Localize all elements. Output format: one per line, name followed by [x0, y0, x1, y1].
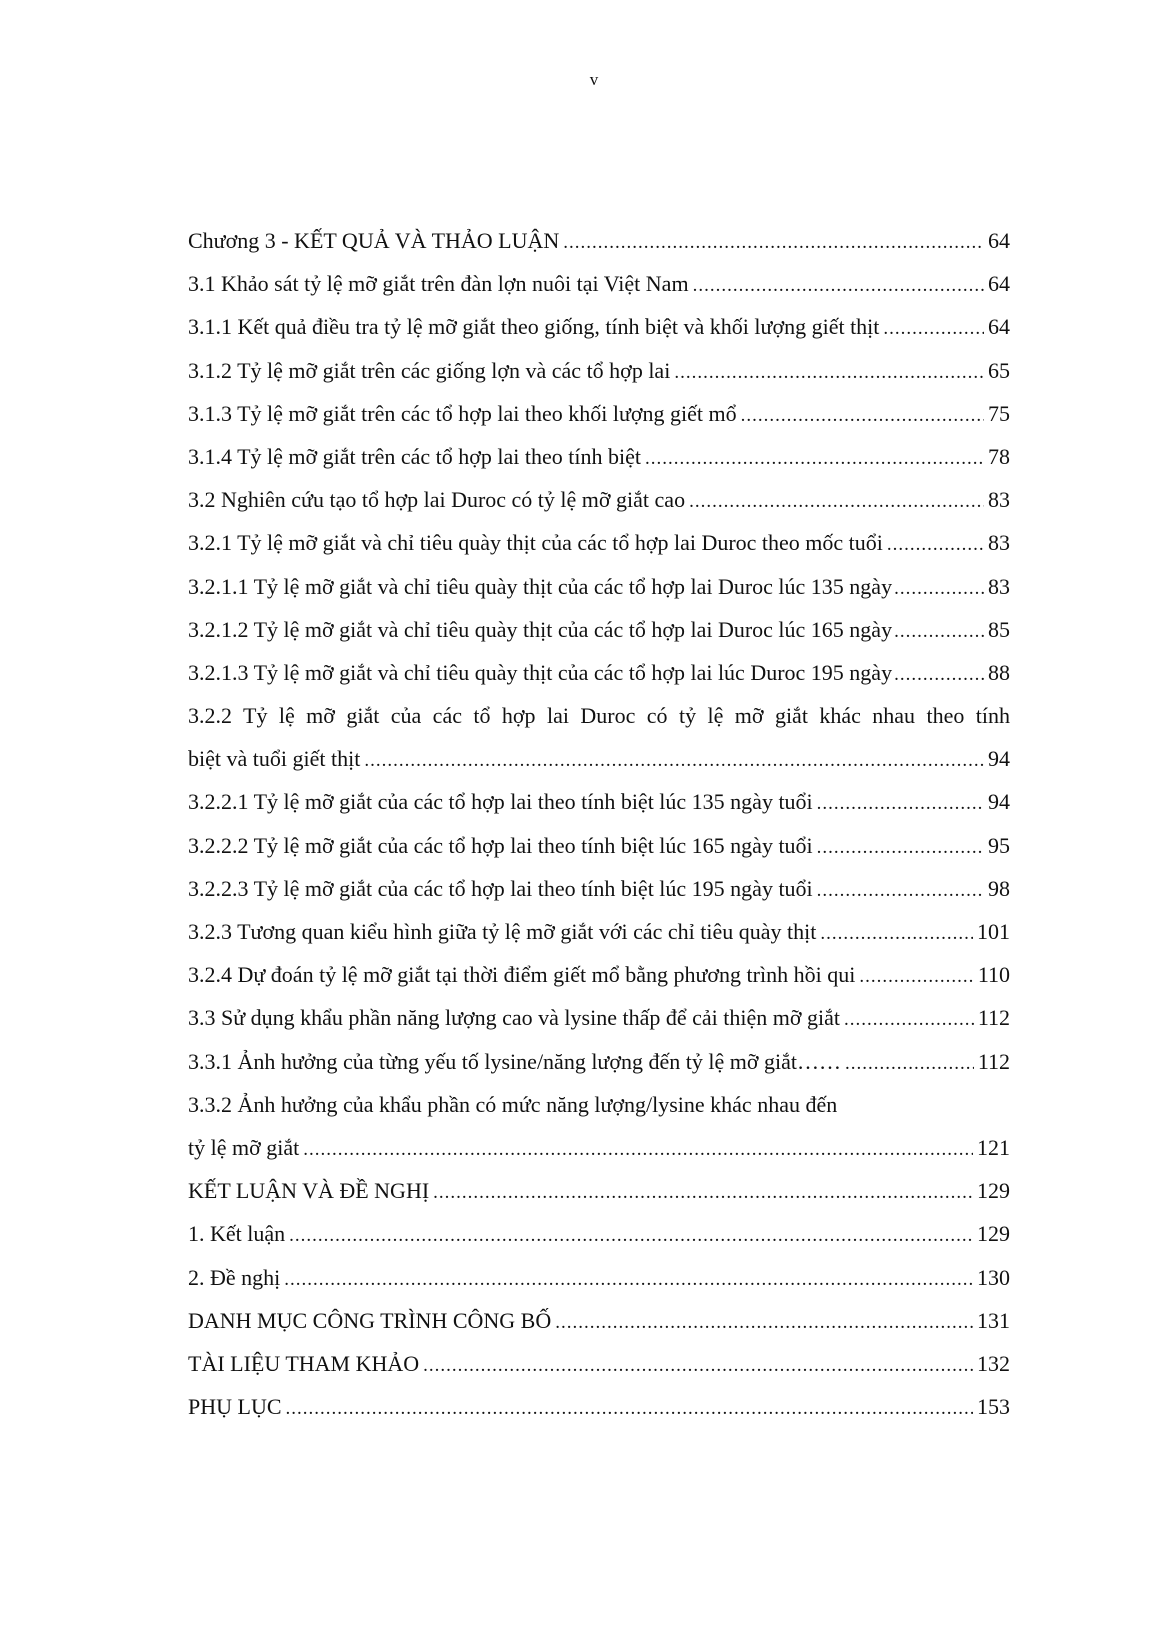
- toc-entry-title: Chương 3 - KẾT QUẢ VÀ THẢO LUẬN: [188, 228, 560, 253]
- toc-entry-continuation[interactable]: [188, 737, 1010, 780]
- toc-leader: [844, 998, 974, 1041]
- toc-leader: [286, 1387, 973, 1430]
- toc-entry[interactable]: [188, 651, 1010, 694]
- toc-leader: [887, 523, 984, 566]
- toc-leader: [845, 1042, 974, 1085]
- toc-entry-title: 3.2.2.2 Tỷ lệ mỡ giắt của các tổ hợp lai theo tính biệt lúc 165 ngày tuổi: [188, 832, 813, 858]
- toc-entry-page: 112: [977, 1005, 1010, 1031]
- toc-leader: [894, 567, 986, 610]
- toc-entry-page: 83: [988, 487, 1010, 513]
- toc-entry-page: 95: [988, 832, 1010, 858]
- toc-entry[interactable]: [188, 435, 1010, 478]
- toc-entry[interactable]: [188, 608, 1010, 651]
- toc-entry-title: 3.1.3 Tỷ lệ mỡ giắt trên các tổ hợp lai theo khối lượng giết mổ: [188, 400, 737, 426]
- toc-entry[interactable]: [188, 521, 1010, 564]
- toc-entry-title: 2. Đề nghị: [188, 1264, 281, 1290]
- toc-entry[interactable]: [188, 780, 1010, 823]
- toc-entry-page: 83: [988, 530, 1010, 556]
- toc-leader: [817, 869, 984, 912]
- toc-leader: [689, 480, 984, 523]
- toc-entry-page: 64: [988, 271, 1010, 297]
- toc-entry-page: 121: [977, 1134, 1010, 1160]
- toc-leader: [741, 394, 984, 437]
- toc-leader: [817, 826, 984, 869]
- toc-entry[interactable]: [188, 1385, 1010, 1428]
- toc-entry-title: 3.2 Nghiên cứu tạo tổ hợp lai Duroc có tỷ lệ mỡ giắt cao: [188, 487, 686, 513]
- toc-entry-first-line[interactable]: [188, 1083, 1010, 1126]
- page-number: v: [589, 70, 599, 89]
- toc-entry-page: 75: [988, 400, 1010, 426]
- toc-entry-continuation-text: biệt và tuổi giết thịt: [188, 746, 361, 772]
- toc-entry-page: 94: [988, 746, 1010, 772]
- toc-entry[interactable]: [188, 1040, 1010, 1083]
- toc-entry-title: 3.2.4 Dự đoán tỷ lệ mỡ giắt tại thời điểm giết mổ bằng phương trình hồi qui: [188, 962, 856, 988]
- toc-entry-title: DANH MỤC CÔNG TRÌNH CÔNG BỐ: [188, 1307, 552, 1333]
- toc-entry-title: 3.2.3 Tương quan kiểu hình giữa tỷ lệ mỡ giắt với các chỉ tiêu quày thịt: [188, 919, 817, 944]
- toc-leader: [563, 221, 984, 264]
- toc-entry-page: 131: [977, 1307, 1010, 1333]
- toc-entry[interactable]: [188, 349, 1010, 392]
- toc-entry-title: 3.2.1.3 Tỷ lệ mỡ giắt và chỉ tiêu quày thịt của các tổ hợp lai lúc Duroc 195 ngày: [188, 659, 893, 685]
- toc-leader: [674, 351, 984, 394]
- toc-entry-title: 3.2.2.1 Tỷ lệ mỡ giắt của các tổ hợp lai theo tính biệt lúc 135 ngày tuổi: [188, 789, 813, 815]
- toc-entry-page: 83: [988, 573, 1010, 599]
- toc-entry-title: 3.1.4 Tỷ lệ mỡ giắt trên các tổ hợp lai theo tính biệt: [188, 443, 641, 469]
- toc-entry-continuation-text: tỷ lệ mỡ giắt: [188, 1134, 300, 1160]
- toc-entry-title: 3.3.2 Ảnh hưởng của khẩu phần có mức năng lượng/lysine khác nhau đến: [188, 1091, 838, 1117]
- table-of-contents: [188, 219, 1010, 1428]
- toc-entry[interactable]: [188, 305, 1010, 348]
- toc-entry[interactable]: [188, 262, 1010, 305]
- toc-entry-page: 98: [988, 875, 1010, 901]
- toc-entry-page: 64: [988, 314, 1010, 340]
- toc-leader: [693, 264, 984, 307]
- toc-entry[interactable]: [188, 910, 1010, 953]
- toc-entry[interactable]: [188, 478, 1010, 521]
- toc-entry[interactable]: [188, 1256, 1010, 1299]
- toc-leader: [859, 955, 973, 998]
- toc-leader: [883, 307, 984, 350]
- toc-leader: [817, 782, 984, 825]
- toc-entry-page: 78: [988, 443, 1010, 469]
- toc-entry-title: 3.2.1 Tỷ lệ mỡ giắt và chỉ tiêu quày thịt của các tổ hợp lai Duroc theo mốc tuổi: [188, 530, 883, 556]
- toc-entry-title: 3.3.1 Ảnh hưởng của từng yếu tố lysine/năng lượng đến tỷ lệ mỡ giắt……: [188, 1048, 841, 1074]
- toc-entry[interactable]: [188, 1169, 1010, 1212]
- toc-entry-page: 129: [977, 1221, 1010, 1247]
- toc-entry-title: PHỤ LỤC: [188, 1394, 282, 1420]
- toc-entry[interactable]: [188, 392, 1010, 435]
- toc-entry[interactable]: [188, 1212, 1010, 1255]
- toc-entry-page: 112: [977, 1048, 1010, 1074]
- toc-entry-page: 132: [977, 1350, 1010, 1376]
- toc-entry[interactable]: [188, 953, 1010, 996]
- toc-entry[interactable]: [188, 824, 1010, 867]
- toc-entry-title: 3.2.2.3 Tỷ lệ mỡ giắt của các tổ hợp lai theo tính biệt lúc 195 ngày tuổi: [188, 875, 813, 901]
- toc-entry-page: 129: [977, 1178, 1010, 1204]
- toc-entry[interactable]: [188, 1342, 1010, 1385]
- toc-entry-title: 3.3 Sử dụng khẩu phần năng lượng cao và lysine thấp để cải thiện mỡ giắt: [188, 1005, 840, 1031]
- toc-entry-page: 153: [977, 1394, 1010, 1420]
- toc-entry-page: 88: [988, 659, 1010, 685]
- toc-leader: [423, 1344, 973, 1387]
- toc-entry-title: 3.1.1 Kết quả điều tra tỷ lệ mỡ giắt theo giống, tính biệt và khối lượng giết thịt: [188, 314, 880, 340]
- toc-entry-title: 3.2.1.1 Tỷ lệ mỡ giắt và chỉ tiêu quày thịt của các tổ hợp lai Duroc lúc 135 ngày: [188, 573, 893, 599]
- toc-leader: [645, 437, 984, 480]
- toc-leader: [820, 912, 973, 955]
- toc-leader: [894, 653, 986, 696]
- toc-leader: [364, 739, 984, 782]
- toc-leader: [894, 610, 986, 653]
- toc-entry-title: 3.1.2 Tỷ lệ mỡ giắt trên các giống lợn và các tổ hợp lai: [188, 357, 671, 383]
- toc-entry[interactable]: [188, 996, 1010, 1039]
- toc-entry-title: 3.1 Khảo sát tỷ lệ mỡ giắt trên đàn lợn nuôi tại Việt Nam: [188, 271, 689, 297]
- toc-leader: [284, 1258, 973, 1301]
- toc-leader: [433, 1171, 973, 1214]
- toc-entry-page: 130: [977, 1264, 1010, 1290]
- toc-leader: [289, 1214, 973, 1257]
- toc-entry[interactable]: [188, 867, 1010, 910]
- toc-entry-page: 64: [988, 228, 1010, 253]
- toc-entry[interactable]: [188, 565, 1010, 608]
- toc-entry-page: 110: [977, 962, 1010, 988]
- toc-entry-page: 94: [988, 789, 1010, 815]
- toc-entry-page: 85: [988, 616, 1010, 642]
- toc-entry-title: 3.2.1.2 Tỷ lệ mỡ giắt và chỉ tiêu quày thịt của các tổ hợp lai Duroc lúc 165 ngày: [188, 616, 893, 642]
- toc-entry-title: KẾT LUẬN VÀ ĐỀ NGHỊ: [188, 1178, 430, 1204]
- toc-entry-first-line[interactable]: [188, 694, 1010, 737]
- toc-entry-page: 65: [988, 357, 1010, 383]
- toc-entry-continuation[interactable]: [188, 1126, 1010, 1169]
- toc-entry-title: TÀI LIỆU THAM KHẢO: [188, 1350, 420, 1376]
- toc-entry-title: 3.2.2 Tỷ lệ mỡ giắt của các tổ hợp lai Duroc có tỷ lệ mỡ giắt khác nhau theo tính: [188, 703, 1010, 729]
- toc-leader: [303, 1128, 973, 1171]
- toc-entry-title: 1. Kết luận: [188, 1221, 286, 1247]
- toc-entry[interactable]: [188, 1299, 1010, 1342]
- toc-entry[interactable]: [188, 219, 1010, 262]
- toc-leader: [555, 1301, 973, 1344]
- toc-entry-page: 101: [977, 919, 1010, 944]
